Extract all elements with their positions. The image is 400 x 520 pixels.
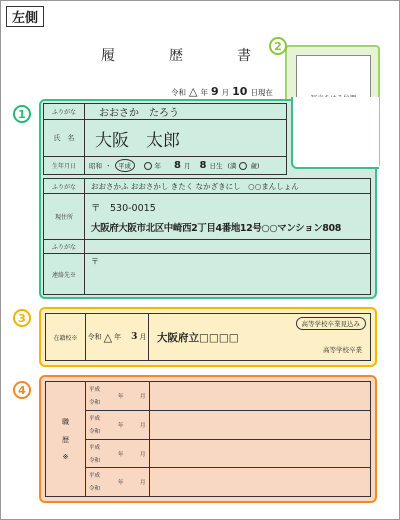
history-row[interactable]: 平成 令和 年 月 [86, 440, 370, 469]
address-furigana-label: ふりがな [44, 179, 85, 193]
status-circled[interactable]: 高等学校卒業見込み [296, 317, 367, 330]
name-label: 氏 名 [44, 120, 85, 156]
school-label: 在籍校※ [46, 314, 86, 360]
personal-info-section [39, 99, 377, 299]
birth-day[interactable]: 8 [199, 160, 207, 171]
title-char: 履 [101, 48, 115, 64]
school-name[interactable]: 大阪府立□□□□ [157, 332, 239, 344]
side-tag: 左側 [6, 6, 44, 27]
history-row[interactable]: 平成 令和 年 月 [86, 468, 370, 496]
history-label: 職 歴 ※ [46, 382, 86, 496]
contact-furigana-label: ふりがな [44, 240, 85, 253]
history-entry[interactable] [150, 468, 370, 496]
contact-furigana-field[interactable] [85, 240, 370, 253]
birth-era-heisei-circled[interactable]: 平成 [115, 159, 135, 172]
work-history-section [39, 375, 377, 503]
furigana-label: ふりがな [44, 104, 85, 119]
title-char: 書 [237, 48, 251, 64]
history-row[interactable]: 平成 令和 年 月 [86, 411, 370, 440]
history-grid [45, 381, 371, 497]
date-day-suffix: 日現在 [250, 88, 273, 97]
section-2-badge: 2 [269, 37, 287, 55]
birth-month[interactable]: 8 [174, 160, 181, 171]
date-line [171, 85, 273, 98]
birth-field[interactable]: 昭和 ・ 平成 年 8 月 8 日生 (満 歳) [89, 160, 260, 171]
birth-era-showa[interactable]: 昭和 [89, 162, 102, 170]
school-name-field[interactable] [149, 314, 370, 360]
date-month[interactable]: 9 [210, 85, 219, 98]
history-entry[interactable] [150, 440, 370, 468]
address-furigana-field[interactable]: おおさかふ おおさかし きたく なかざきにし ○○まんしょん [91, 181, 299, 191]
history-entry[interactable] [150, 382, 370, 410]
date-month-unit: 月 [221, 88, 230, 97]
postal-code[interactable]: 〒 530-0015 [91, 202, 156, 214]
contact-label: 連絡先※ [44, 254, 85, 294]
history-rows [86, 382, 370, 496]
name-field[interactable]: 大阪 太郎 [95, 130, 180, 151]
age-mark[interactable] [239, 162, 247, 170]
status-plain[interactable]: 高等学校卒業 [323, 346, 362, 354]
birth-label: 生年月日 [44, 157, 85, 174]
section-4-badge: 4 [13, 381, 31, 399]
date-year-unit: 年 [200, 88, 208, 97]
school-date[interactable]: 令和 △ 年 3 月 [86, 314, 149, 360]
name-grid [43, 103, 287, 175]
history-row[interactable]: 平成 令和 年 月 [86, 382, 370, 411]
history-entry[interactable] [150, 411, 370, 439]
school-year[interactable]: △ [103, 330, 113, 344]
title-char: 歴 [169, 48, 183, 64]
date-era: 令和 [171, 88, 186, 97]
school-grid [45, 313, 371, 361]
address-field[interactable] [85, 194, 370, 239]
date-year[interactable]: △ [189, 85, 198, 98]
birth-year-mark [144, 162, 152, 170]
school-section [39, 307, 377, 367]
section-3-badge: 3 [13, 309, 31, 327]
furigana-field[interactable]: おおさか たろう [99, 108, 179, 119]
document-title [101, 45, 251, 65]
school-month[interactable]: 3 [131, 332, 138, 342]
date-day[interactable]: 10 [232, 85, 248, 98]
address-text[interactable]: 大阪府大阪市北区中崎西2丁目4番地12号○○マンション808 [91, 222, 341, 234]
address-grid [43, 178, 371, 295]
contact-field[interactable]: 〒 [91, 257, 99, 266]
section-1-badge: 1 [13, 105, 31, 123]
address-label: 現住所 [44, 194, 85, 239]
